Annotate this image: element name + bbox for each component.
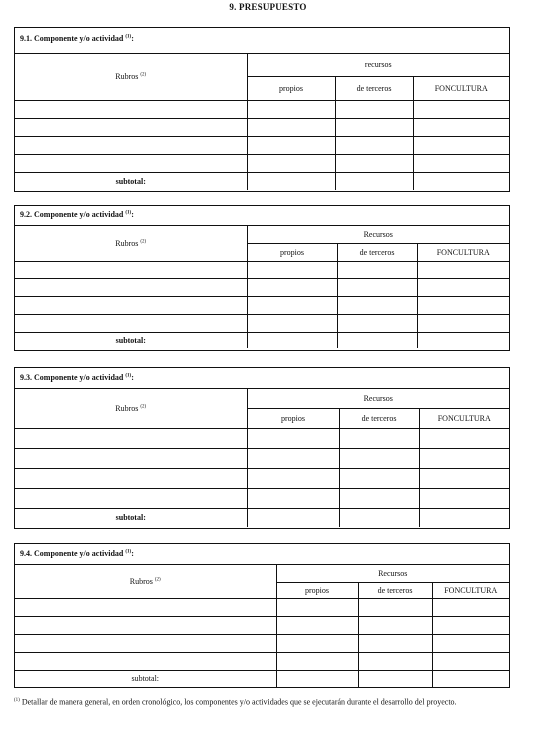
- table-cell[interactable]: [432, 616, 509, 634]
- column-header-foncultura: FONCULTURA: [413, 76, 509, 100]
- budget-block-2: [14, 205, 510, 351]
- table-cell[interactable]: [419, 448, 509, 468]
- subtotal-label: subtotal:: [15, 332, 247, 348]
- subtotal-row: [15, 508, 509, 527]
- budget-block-1: [14, 27, 510, 192]
- table-cell[interactable]: [432, 652, 509, 670]
- table-cell[interactable]: [247, 136, 335, 154]
- table-cell[interactable]: [247, 118, 335, 136]
- block-heading: 9.2. Componente y/o actividad $^{(1)}$:: [15, 206, 509, 226]
- table-cell[interactable]: [15, 261, 247, 278]
- table-cell[interactable]: [432, 598, 509, 616]
- table-cell[interactable]: [15, 634, 276, 652]
- table-cell[interactable]: [335, 136, 413, 154]
- table-cell[interactable]: [339, 448, 419, 468]
- column-header-terceros: de terceros: [339, 408, 419, 428]
- block-heading: 9.3. Componente y/o actividad $^{(1)}$:: [15, 368, 509, 389]
- budget-table: [15, 389, 509, 527]
- table-row: [15, 154, 509, 172]
- table-cell[interactable]: [358, 652, 432, 670]
- budget-block-4: [14, 543, 510, 688]
- recursos-header: recursos: [247, 54, 509, 76]
- subtotal-row: [15, 670, 509, 687]
- table-cell[interactable]: [358, 598, 432, 616]
- recursos-header: Recursos: [247, 389, 509, 408]
- table-cell[interactable]: [247, 154, 335, 172]
- rubros-header: Rubros $^{(2)}$: [15, 54, 247, 100]
- table-cell[interactable]: [15, 154, 247, 172]
- table-cell[interactable]: [419, 468, 509, 488]
- table-row: [15, 652, 509, 670]
- table-cell[interactable]: [276, 652, 358, 670]
- table-cell[interactable]: [417, 261, 509, 278]
- table-cell[interactable]: [15, 468, 247, 488]
- table-cell[interactable]: [15, 448, 247, 468]
- subtotal-label: subtotal:: [15, 172, 247, 190]
- table-cell[interactable]: [247, 100, 335, 118]
- section-title: 9. PRESUPUESTO: [229, 2, 307, 12]
- table-cell[interactable]: [417, 314, 509, 332]
- table-cell[interactable]: [247, 428, 339, 448]
- recursos-header: Recursos: [247, 226, 509, 243]
- table-cell[interactable]: [417, 296, 509, 314]
- table-cell[interactable]: [15, 616, 276, 634]
- table-cell[interactable]: [432, 634, 509, 652]
- footnote-mark: (1): [125, 549, 132, 555]
- subtotal-label: subtotal:: [15, 670, 276, 687]
- table-cell[interactable]: [15, 314, 247, 332]
- table-cell[interactable]: [337, 296, 417, 314]
- column-header-terceros: de terceros: [337, 243, 417, 261]
- table-cell[interactable]: [339, 488, 419, 508]
- subtotal-row: [15, 172, 509, 190]
- recursos-header: Recursos: [276, 565, 509, 582]
- table-row: [15, 428, 509, 448]
- table-cell[interactable]: [358, 634, 432, 652]
- table-cell[interactable]: [417, 332, 509, 348]
- table-cell[interactable]: [413, 100, 509, 118]
- table-row: [15, 468, 509, 488]
- budget-block-3: [14, 367, 510, 529]
- table-cell[interactable]: [247, 508, 339, 527]
- table-row: [15, 278, 509, 296]
- budget-table: [15, 226, 509, 348]
- table-cell[interactable]: [247, 488, 339, 508]
- table-row: [15, 118, 509, 136]
- table-row: [15, 634, 509, 652]
- table-row: [15, 296, 509, 314]
- footnote-mark: (1): [14, 698, 20, 703]
- table-cell[interactable]: [419, 428, 509, 448]
- table-cell[interactable]: [337, 332, 417, 348]
- footnote-text: Detallar de manera general, en orden cronológico, los componentes y/o actividades que se ejecutarán durante el desarrollo del proyecto.: [21, 697, 457, 707]
- table-row: [15, 616, 509, 634]
- column-header-propios: propios: [247, 76, 335, 100]
- footnote-mark: (1): [125, 34, 132, 40]
- column-header-foncultura: FONCULTURA: [432, 582, 509, 598]
- table-cell[interactable]: [335, 100, 413, 118]
- table-cell[interactable]: [419, 508, 509, 527]
- table-cell[interactable]: [15, 136, 247, 154]
- table-row: [15, 100, 509, 118]
- block-heading: 9.4. Componente y/o actividad $^{(1)}$:: [15, 544, 509, 565]
- table-cell[interactable]: [339, 508, 419, 527]
- table-cell[interactable]: [413, 118, 509, 136]
- column-header-propios: propios: [247, 243, 337, 261]
- table-cell[interactable]: [15, 296, 247, 314]
- table-cell[interactable]: [413, 136, 509, 154]
- table-cell[interactable]: [339, 428, 419, 448]
- rubros-header: Rubros $^{(2)}$: [15, 389, 247, 428]
- table-cell[interactable]: [247, 172, 335, 190]
- rubros-header: Rubros $^{(2)}$: [15, 565, 276, 598]
- table-cell[interactable]: [276, 634, 358, 652]
- table-row: [15, 314, 509, 332]
- table-cell[interactable]: [15, 652, 276, 670]
- column-header-propios: propios: [247, 408, 339, 428]
- table-cell[interactable]: [335, 118, 413, 136]
- table-cell[interactable]: [247, 468, 339, 488]
- column-header-foncultura: FONCULTURA: [419, 408, 509, 428]
- table-cell[interactable]: [335, 154, 413, 172]
- table-cell[interactable]: [413, 172, 509, 190]
- table-row: [15, 488, 509, 508]
- rubros-header: Rubros $^{(2)}$: [15, 226, 247, 261]
- table-cell[interactable]: [15, 488, 247, 508]
- footnote: [14, 696, 514, 708]
- table-row: [15, 448, 509, 468]
- table-cell[interactable]: [337, 278, 417, 296]
- table-cell[interactable]: [358, 616, 432, 634]
- block-heading: 9.1. Componente y/o actividad $^{(1)}$:: [15, 28, 509, 54]
- subtotal-row: [15, 332, 509, 348]
- column-header-foncultura: FONCULTURA: [417, 243, 509, 261]
- table-cell[interactable]: [247, 448, 339, 468]
- footnote-mark: (1): [125, 210, 132, 216]
- column-header-terceros: de terceros: [335, 76, 413, 100]
- table-cell[interactable]: [339, 468, 419, 488]
- column-header-propios: propios: [276, 582, 358, 598]
- table-row: [15, 598, 509, 616]
- table-cell[interactable]: [417, 278, 509, 296]
- budget-table: [15, 54, 509, 190]
- table-cell[interactable]: [15, 100, 247, 118]
- table-row: [15, 136, 509, 154]
- table-cell[interactable]: [335, 172, 413, 190]
- table-cell[interactable]: [337, 261, 417, 278]
- table-cell[interactable]: [15, 428, 247, 448]
- table-cell[interactable]: [432, 670, 509, 687]
- table-cell[interactable]: [247, 296, 337, 314]
- table-cell[interactable]: [276, 616, 358, 634]
- table-cell[interactable]: [247, 261, 337, 278]
- table-cell[interactable]: [247, 332, 337, 348]
- table-row: [15, 261, 509, 278]
- table-cell[interactable]: [358, 670, 432, 687]
- subtotal-label: subtotal:: [15, 508, 247, 527]
- table-cell[interactable]: [15, 118, 247, 136]
- table-cell[interactable]: [15, 278, 247, 296]
- table-cell[interactable]: [15, 598, 276, 616]
- table-cell[interactable]: [413, 154, 509, 172]
- table-cell[interactable]: [337, 314, 417, 332]
- table-cell[interactable]: [276, 670, 358, 687]
- column-header-terceros: de terceros: [358, 582, 432, 598]
- table-cell[interactable]: [276, 598, 358, 616]
- table-cell[interactable]: [247, 278, 337, 296]
- footnote-mark: (1): [125, 373, 132, 379]
- table-cell[interactable]: [247, 314, 337, 332]
- budget-table: [15, 565, 509, 687]
- table-cell[interactable]: [419, 488, 509, 508]
